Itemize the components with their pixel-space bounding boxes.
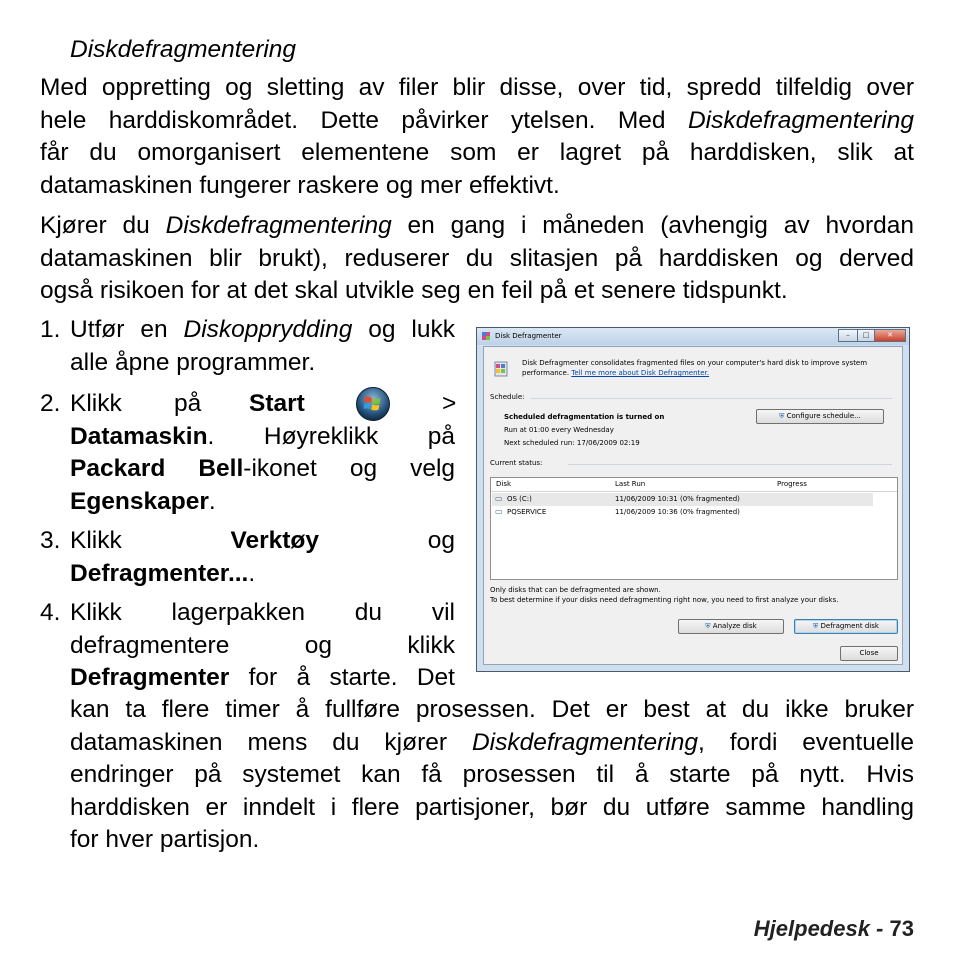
- window-title: Disk Defragmenter: [495, 332, 562, 340]
- shield-icon: ⛨: [813, 622, 819, 630]
- para1-line4: datamaskinen fungerer raskere og mer effektivt.: [40, 171, 560, 199]
- disk-defragmenter-window: [476, 327, 910, 672]
- page-number: 73: [889, 916, 914, 941]
- para2-line1: Kjører du Diskdefragmentering en gang i måneden (avhengig av hvordan: [40, 212, 914, 239]
- maximize-icon[interactable]: □: [857, 329, 875, 342]
- analyze-disk-button[interactable]: ⛨ Analyze disk: [678, 619, 784, 634]
- schedule-next-run: Next scheduled run: 17/06/2009 02:19: [504, 439, 640, 447]
- step-number-3: 3.: [40, 527, 61, 554]
- para1-line1: Med oppretting og sletting av filer blir disse, over tid, spredd tilfeldig over: [40, 74, 914, 101]
- disk-row[interactable]: ▭ PQSERVICE 11/06/2009 10:36 (0% fragmented): [495, 507, 740, 516]
- step2-line1: Klikk på Start >: [70, 388, 455, 421]
- paragraph-2: [40, 210, 914, 308]
- intro-line1: Disk Defragmenter consolidates fragmented files on your computer's hard disk to improve system: [522, 359, 868, 367]
- schedule-status: Scheduled defragmentation is turned on: [504, 413, 665, 421]
- column-last-run[interactable]: Last Run: [615, 480, 646, 488]
- para2-line2: datamaskinen blir brukt), reduserer du slitasjen på harddisken og derved: [40, 244, 914, 272]
- shield-icon: ⛨: [779, 412, 785, 420]
- paragraph-1: [40, 72, 914, 202]
- schedule-separator: [530, 398, 892, 399]
- step-3: Klikk Verktøy og Defragmenter....: [70, 527, 455, 587]
- defragmenter-logo-icon: [494, 360, 510, 378]
- disk-list-header: [491, 478, 897, 492]
- note-line2: To best determine if your disks need defragmenting right now, you need to first analyze your disks.: [490, 596, 839, 604]
- status-separator: [568, 464, 892, 465]
- section-heading: Diskdefragmentering: [70, 36, 297, 63]
- page-footer: [754, 916, 914, 942]
- hard-disk-icon: ▭: [495, 507, 503, 516]
- minimize-icon[interactable]: –: [838, 329, 858, 342]
- para1-line3: får du omorganisert elementene som er lagret på harddisken, slik at: [40, 139, 914, 166]
- hard-disk-icon: ▭: [495, 494, 503, 503]
- windows-start-orb-icon: [355, 386, 391, 422]
- schedule-label: Schedule:: [490, 393, 525, 401]
- step-number-1: 1.: [40, 316, 61, 343]
- step-4-upper: Klikk lagerpakken du vil defragmentere og klikk Defragmenter for å starte. Det: [70, 599, 455, 691]
- shield-icon: ⛨: [705, 622, 711, 630]
- note-line1: Only disks that can be defragmented are shown.: [490, 586, 661, 594]
- step-number-2: 2.: [40, 390, 61, 417]
- step-1: Utfør en Diskopprydding og lukk alle åpne programmer.: [70, 316, 455, 376]
- column-disk[interactable]: Disk: [496, 480, 512, 488]
- step-2: Klikk på Start > Datamaskin. Høyreklikk på Packard Bell-ikonet og velg Egenskaper.: [70, 388, 455, 518]
- learn-more-link[interactable]: Tell me more about Disk Defragmenter.: [571, 369, 710, 377]
- close-window-icon[interactable]: ✕: [874, 329, 906, 342]
- disk-row[interactable]: ▭ OS (C:) 11/06/2009 10:31 (0% fragmented): [492, 493, 873, 506]
- para1-line2: hele harddiskområdet. Dette påvirker ytelsen. Med Diskdefragmentering: [40, 106, 914, 134]
- window-client-area: [483, 346, 903, 665]
- close-button[interactable]: Close: [840, 646, 898, 661]
- title-bar: [477, 328, 909, 345]
- schedule-run-at: Run at 01:00 every Wednesday: [504, 426, 614, 434]
- configure-schedule-button[interactable]: ⛨ Configure schedule...: [756, 409, 884, 424]
- column-progress[interactable]: Progress: [777, 480, 807, 488]
- intro-line2: performance. Tell me more about Disk Defragmenter.: [522, 369, 710, 377]
- step-number-4: 4.: [40, 599, 61, 626]
- current-status-label: Current status:: [490, 459, 543, 467]
- step-4-lower: kan ta flere timer å fullføre prosessen. Det er best at du ikke bruker datamaskinen mens du kjører Diskdefragmentering, fordi eventuelle endringer på systemet kan få prosessen til å starte på nytt. Hvis harddisken er inndelt i flere partisjoner, bør du utføre samme handling for hver partisjon.: [70, 696, 914, 853]
- para2-line3: også risikoen for at det skal utvikle seg en feil på et senere tidspunkt.: [40, 277, 788, 304]
- footer-label: Hjelpedesk -: [753, 916, 884, 941]
- defragment-disk-button[interactable]: ⛨ Defragment disk: [794, 619, 898, 634]
- disk-list: [490, 477, 898, 580]
- defragmenter-app-icon: [481, 331, 491, 341]
